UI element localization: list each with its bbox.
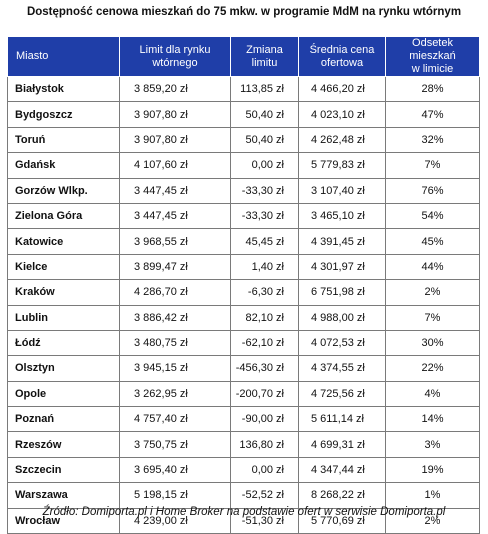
cell-limit: 3 886,42 zł [120,305,231,330]
cell-avg-price: 4 023,10 zł [299,102,386,127]
cell-change: 0,00 zł [231,153,299,178]
price-availability-table [7,36,480,534]
table-row [8,432,480,457]
table-row [8,203,480,228]
cell-limit: 4 107,60 zł [120,153,231,178]
cell-city: Toruń [8,127,120,152]
cell-limit: 3 262,95 zł [120,381,231,406]
cell-limit: 3 907,80 zł [120,102,231,127]
cell-change: -33,30 zł [231,178,299,203]
cell-change: -51,30 zł [231,508,299,533]
cell-share: 1% [386,483,480,508]
cell-change: 82,10 zł [231,305,299,330]
cell-city: Warszawa [8,483,120,508]
cell-change: 45,45 zł [231,229,299,254]
cell-avg-price: 4 374,55 zł [299,356,386,381]
cell-change: -33,30 zł [231,203,299,228]
table-row [8,305,480,330]
cell-avg-price: 5 611,14 zł [299,407,386,432]
cell-avg-price: 3 107,40 zł [299,178,386,203]
cell-change: 50,40 zł [231,127,299,152]
table-row [8,229,480,254]
cell-city: Rzeszów [8,432,120,457]
cell-change: 113,85 zł [231,77,299,102]
header-row [8,37,480,77]
cell-avg-price: 3 465,10 zł [299,203,386,228]
cell-share: 2% [386,280,480,305]
cell-avg-price: 4 301,97 zł [299,254,386,279]
cell-change: 1,40 zł [231,254,299,279]
cell-city: Łódź [8,330,120,355]
cell-avg-price: 5 779,83 zł [299,153,386,178]
cell-limit: 3 447,45 zł [120,178,231,203]
cell-limit: 3 907,80 zł [120,127,231,152]
cell-city: Bydgoszcz [8,102,120,127]
cell-avg-price: 4 262,48 zł [299,127,386,152]
cell-avg-price: 4 466,20 zł [299,77,386,102]
table-row [8,102,480,127]
cell-avg-price: 4 699,31 zł [299,432,386,457]
cell-city: Gdańsk [8,153,120,178]
cell-limit: 5 198,15 zł [120,483,231,508]
cell-avg-price: 4 725,56 zł [299,381,386,406]
cell-limit: 3 859,20 zł [120,77,231,102]
table-row [8,178,480,203]
cell-share: 47% [386,102,480,127]
cell-avg-price: 4 347,44 zł [299,457,386,482]
table-row [8,127,480,152]
cell-avg-price: 4 072,53 zł [299,330,386,355]
cell-share: 7% [386,153,480,178]
cell-limit: 4 757,40 zł [120,407,231,432]
cell-city: Wrocław [8,508,120,533]
cell-city: Katowice [8,229,120,254]
cell-limit: 3 750,75 zł [120,432,231,457]
cell-limit: 3 447,45 zł [120,203,231,228]
cell-change: -6,30 zł [231,280,299,305]
cell-city: Poznań [8,407,120,432]
cell-share: 54% [386,203,480,228]
cell-change: -62,10 zł [231,330,299,355]
table-row [8,381,480,406]
cell-city: Olsztyn [8,356,120,381]
table-row [8,407,480,432]
cell-city: Lublin [8,305,120,330]
cell-city: Zielona Góra [8,203,120,228]
cell-share: 28% [386,77,480,102]
table-row [8,254,480,279]
cell-avg-price: 5 770,69 zł [299,508,386,533]
header-avg-price: Średnia cena ofertowa [299,37,386,77]
cell-city: Białystok [8,77,120,102]
cell-share: 30% [386,330,480,355]
table-row [8,330,480,355]
cell-share: 2% [386,508,480,533]
header-city: Miasto [8,37,120,77]
cell-limit: 3 899,47 zł [120,254,231,279]
cell-city: Szczecin [8,457,120,482]
cell-avg-price: 4 988,00 zł [299,305,386,330]
cell-share: 3% [386,432,480,457]
table-row [8,280,480,305]
cell-change: 136,80 zł [231,432,299,457]
cell-city: Kraków [8,280,120,305]
cell-share: 19% [386,457,480,482]
cell-change: 0,00 zł [231,457,299,482]
cell-avg-price: 4 391,45 zł [299,229,386,254]
cell-change: -200,70 zł [231,381,299,406]
cell-share: 4% [386,381,480,406]
source-note: Źródło: Domiporta.pl i Home Broker na podstawie ofert w serwisie Domiporta.pl [42,506,446,518]
table-row [8,356,480,381]
cell-share: 7% [386,305,480,330]
cell-limit: 3 480,75 zł [120,330,231,355]
cell-limit: 4 239,00 zł [120,508,231,533]
table-title: Dostępność cenowa mieszkań do 75 mkw. w programie MdM na rynku wtórnym [26,6,462,18]
table-row [8,77,480,102]
table-row [8,457,480,482]
cell-change: -90,00 zł [231,407,299,432]
table-row [8,153,480,178]
header-limit: Limit dla rynku wtórnego [120,37,231,77]
cell-change: 50,40 zł [231,102,299,127]
cell-city: Kielce [8,254,120,279]
cell-avg-price: 8 268,22 zł [299,483,386,508]
cell-avg-price: 6 751,98 zł [299,280,386,305]
cell-share: 45% [386,229,480,254]
cell-share: 44% [386,254,480,279]
cell-share: 14% [386,407,480,432]
cell-change: -456,30 zł [231,356,299,381]
table-row [8,483,480,508]
header-share: Odsetek mieszkań w limicie [386,37,480,77]
cell-city: Opole [8,381,120,406]
cell-city: Gorzów Wlkp. [8,178,120,203]
cell-limit: 4 286,70 zł [120,280,231,305]
cell-share: 32% [386,127,480,152]
header-change: Zmiana limitu [231,37,299,77]
cell-limit: 3 968,55 zł [120,229,231,254]
cell-share: 76% [386,178,480,203]
cell-share: 22% [386,356,480,381]
cell-limit: 3 695,40 zł [120,457,231,482]
cell-change: -52,52 zł [231,483,299,508]
cell-limit: 3 945,15 zł [120,356,231,381]
table-body [8,77,480,534]
